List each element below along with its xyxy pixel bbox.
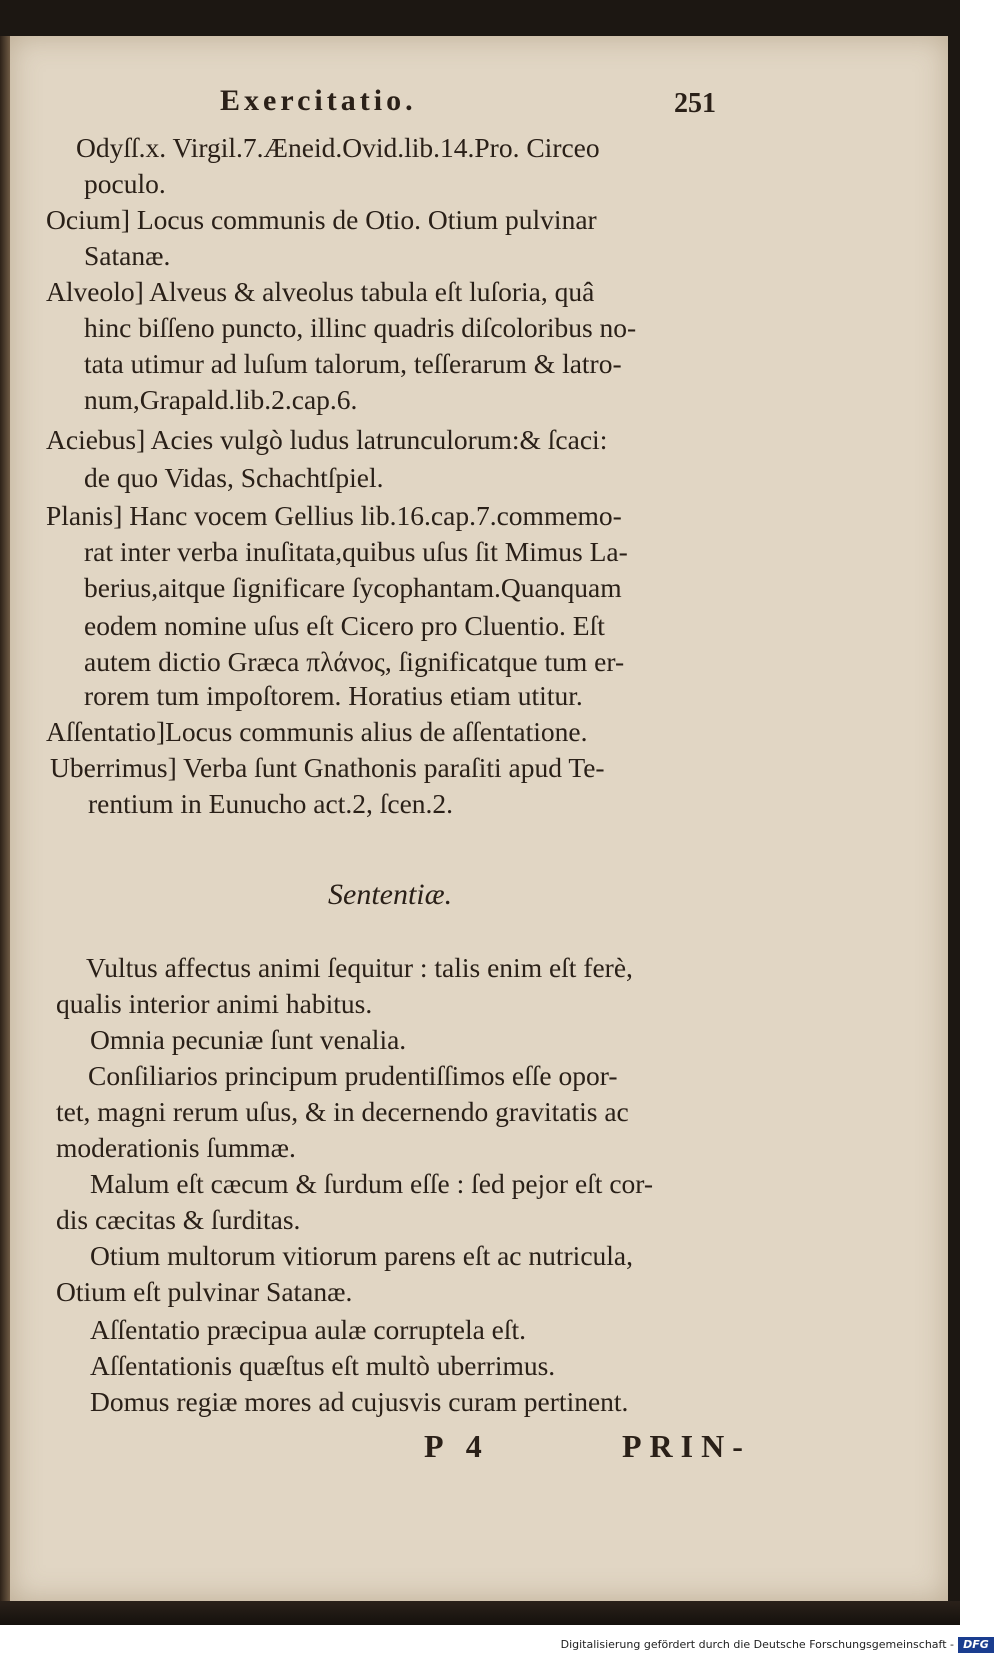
page-number: 251 [674, 88, 716, 119]
body-line: autem dictio Græca πλάνος, ſignificatque tum er- [84, 646, 625, 677]
sententia-line: dis cæcitas & ſurditas. [56, 1204, 301, 1235]
body-line: Aſſentatio]Locus communis alius de aſſentatione. [46, 716, 588, 747]
body-line: berius,aitque ſignificare ſycophantam.Quanquam [84, 572, 622, 603]
sententia-line: Aſſentatio præcipua aulæ corruptela eſt. [90, 1314, 527, 1345]
body-line: rat inter verba inuſitata,quibus uſus ſit Mimus La- [84, 536, 628, 567]
sententia-line: Domus regiæ mores ad cujusvis curam pertinent. [90, 1386, 629, 1417]
page-bottom-edge [0, 1601, 960, 1625]
sententia-line: Otium multorum vitiorum parens eſt ac nutricula, [90, 1240, 634, 1271]
sententia-line: Aſſentationis quæſtus eſt multò uberrimus. [90, 1350, 556, 1381]
body-line: Satanæ. [84, 240, 171, 271]
body-line: rorem tum impoſtorem. Horatius etiam utitur. [84, 680, 583, 711]
body-line: rentium in Eunucho act.2, ſcen.2. [88, 788, 454, 819]
body-line: tata utimur ad luſum talorum, teſſerarum & latro- [84, 348, 622, 379]
body-line: hinc biſſeno puncto, illinc quadris diſcoloribus no- [84, 312, 637, 343]
sententia-line: tet, magni rerum uſus, & in decernendo gravitatis ac [56, 1096, 629, 1127]
digitization-credit: Digitalisierung gefördert durch die Deutsche Forschungsgemeinschaft - [560, 1638, 954, 1651]
sententia-line: Conſiliarios principum prudentiſſimos eſſe opor- [88, 1060, 618, 1091]
body-line: poculo. [84, 168, 166, 199]
body-line: num,Grapald.lib.2.cap.6. [84, 384, 358, 415]
body-line: Alveolo] Alveus & alveolus tabula eſt luſoria, quâ [46, 276, 595, 307]
sententia-line: Omnia pecuniæ ſunt venalia. [90, 1024, 407, 1055]
body-line: de quo Vidas, Schachtſpiel. [84, 462, 384, 493]
dfg-logo[interactable]: DFG [958, 1637, 994, 1653]
sententia-line: moderationis ſummæ. [56, 1132, 296, 1163]
catchword: PRIN- [622, 1428, 751, 1464]
sententia-line: Otium eſt pulvinar Satanæ. [56, 1276, 353, 1307]
body-line: Ocium] Locus communis de Otio. Otium pulvinar [46, 204, 597, 235]
section-title: Sententiæ. [328, 878, 453, 911]
body-line: Aciebus] Acies vulgò ludus latrunculorum:& ſcaci: [46, 424, 608, 455]
sententia-line: qualis interior animi habitus. [56, 988, 373, 1019]
body-line: Odyſſ.x. Virgil.7.Æneid.Ovid.lib.14.Pro. Circeo [76, 132, 600, 163]
signature-mark: P 4 [424, 1428, 490, 1464]
body-line: eodem nomine uſus eſt Cicero pro Cluentio. Eſt [84, 610, 605, 641]
sententia-line: Malum eſt cæcum & ſurdum eſſe : ſed pejor eſt cor- [90, 1168, 654, 1199]
book-page [10, 36, 948, 1601]
body-line: Uberrimus] Verba ſunt Gnathonis paraſiti apud Te- [50, 752, 605, 783]
running-head: Exercitatio. [220, 84, 417, 117]
body-line: Planis] Hanc vocem Gellius lib.16.cap.7.commemo- [46, 500, 622, 531]
digitization-footer [0, 1634, 1000, 1658]
sententia-line: Vultus affectus animi ſequitur : talis enim eſt ferè, [86, 952, 633, 983]
book-binding-edge [0, 36, 10, 1601]
